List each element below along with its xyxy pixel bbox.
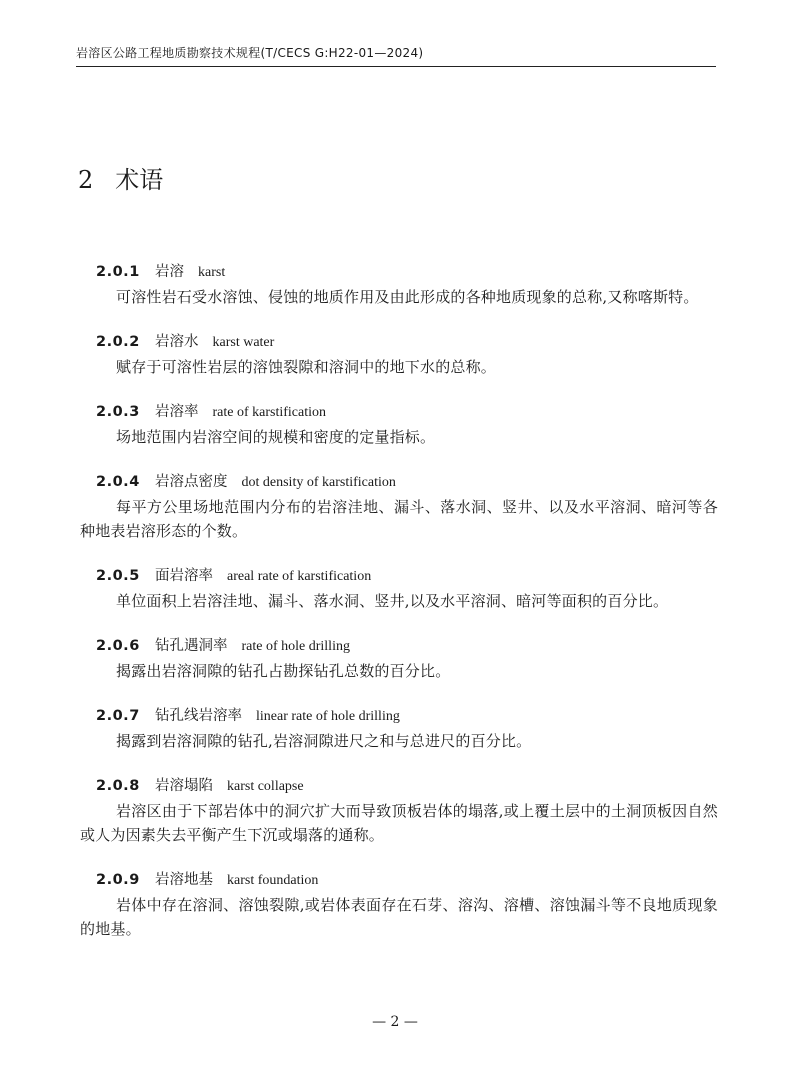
term-name-cn: 岩溶塌陷 xyxy=(155,778,213,794)
term-name-cn: 岩溶点密度 xyxy=(155,474,228,490)
term-number: 2.0.4 xyxy=(96,474,140,490)
term-name-en: karst collapse xyxy=(227,779,304,794)
term-definition: 揭露出岩溶洞隙的钻孔占勘探钻孔总数的百分比。 xyxy=(116,662,451,680)
term-definition: 赋存于可溶性岩层的溶蚀裂隙和溶洞中的地下水的总称。 xyxy=(116,358,497,376)
term-name-cn: 面岩溶率 xyxy=(155,568,213,584)
term-2-0-2 xyxy=(80,330,718,379)
term-name-en: linear rate of hole drilling xyxy=(256,709,400,724)
chapter-title xyxy=(78,160,163,195)
term-heading xyxy=(80,260,718,285)
term-definition: 岩溶区由于下部岩体中的洞穴扩大而导致顶板岩体的塌落,或上覆土层中的土洞顶板因自然或人为因素失去平衡产生下沉或塌落的通称。 xyxy=(80,802,718,844)
term-heading xyxy=(80,868,718,893)
term-name-en: dot density of karstification xyxy=(241,475,396,490)
term-list xyxy=(80,260,718,962)
term-number: 2.0.6 xyxy=(96,638,140,654)
term-heading xyxy=(80,330,718,355)
term-definition: 每平方公里场地范围内分布的岩溶洼地、漏斗、落水洞、竖井、以及水平溶洞、暗河等各种地表岩溶形态的个数。 xyxy=(80,498,718,540)
term-2-0-1 xyxy=(80,260,718,309)
term-2-0-7 xyxy=(80,704,718,753)
term-number: 2.0.8 xyxy=(96,778,140,794)
term-number: 2.0.5 xyxy=(96,568,140,584)
term-name-cn: 钻孔线岩溶率 xyxy=(155,708,242,724)
term-heading xyxy=(80,704,718,729)
chapter-title-text: 术语 xyxy=(115,166,164,194)
term-definition: 岩体中存在溶洞、溶蚀裂隙,或岩体表面存在石芽、溶沟、溶槽、溶蚀漏斗等不良地质现象的地基。 xyxy=(80,896,718,938)
term-heading xyxy=(80,634,718,659)
term-number: 2.0.2 xyxy=(96,334,140,350)
term-number: 2.0.7 xyxy=(96,708,140,724)
term-definition: 揭露到岩溶洞隙的钻孔,岩溶洞隙进尺之和与总进尺的百分比。 xyxy=(116,732,532,750)
running-header: 岩溶区公路工程地质勘察技术规程(T/CECS G:H22-01—2024) xyxy=(76,46,424,60)
term-definition: 场地范围内岩溶空间的规模和密度的定量指标。 xyxy=(116,428,436,446)
header-rule xyxy=(76,66,716,67)
term-number: 2.0.1 xyxy=(96,264,140,280)
term-heading xyxy=(80,564,718,589)
term-name-cn: 岩溶率 xyxy=(155,404,199,420)
term-heading xyxy=(80,400,718,425)
term-2-0-8 xyxy=(80,774,718,847)
term-name-cn: 岩溶 xyxy=(155,264,184,280)
term-definition: 可溶性岩石受水溶蚀、侵蚀的地质作用及由此形成的各种地质现象的总称,又称喀斯特。 xyxy=(116,288,699,306)
term-heading xyxy=(80,470,718,495)
term-2-0-9 xyxy=(80,868,718,941)
term-2-0-4 xyxy=(80,470,718,543)
term-name-en: karst xyxy=(198,265,226,280)
term-name-en: karst foundation xyxy=(227,873,319,888)
chapter-number: 2 xyxy=(78,166,94,194)
term-number: 2.0.9 xyxy=(96,872,140,888)
term-name-cn: 岩溶水 xyxy=(155,334,199,350)
term-number: 2.0.3 xyxy=(96,404,140,420)
term-name-en: rate of karstification xyxy=(212,405,327,420)
term-2-0-3 xyxy=(80,400,718,449)
term-name-cn: 岩溶地基 xyxy=(155,872,213,888)
term-2-0-6 xyxy=(80,634,718,683)
term-heading xyxy=(80,774,718,799)
term-name-en: areal rate of karstification xyxy=(227,569,372,584)
page-number: — 2 — xyxy=(372,1014,418,1030)
term-definition: 单位面积上岩溶洼地、漏斗、落水洞、竖井,以及水平溶洞、暗河等面积的百分比。 xyxy=(116,592,669,610)
term-2-0-5 xyxy=(80,564,718,613)
term-name-cn: 钻孔遇洞率 xyxy=(155,638,228,654)
term-name-en: karst water xyxy=(212,335,275,350)
term-name-en: rate of hole drilling xyxy=(241,639,350,654)
